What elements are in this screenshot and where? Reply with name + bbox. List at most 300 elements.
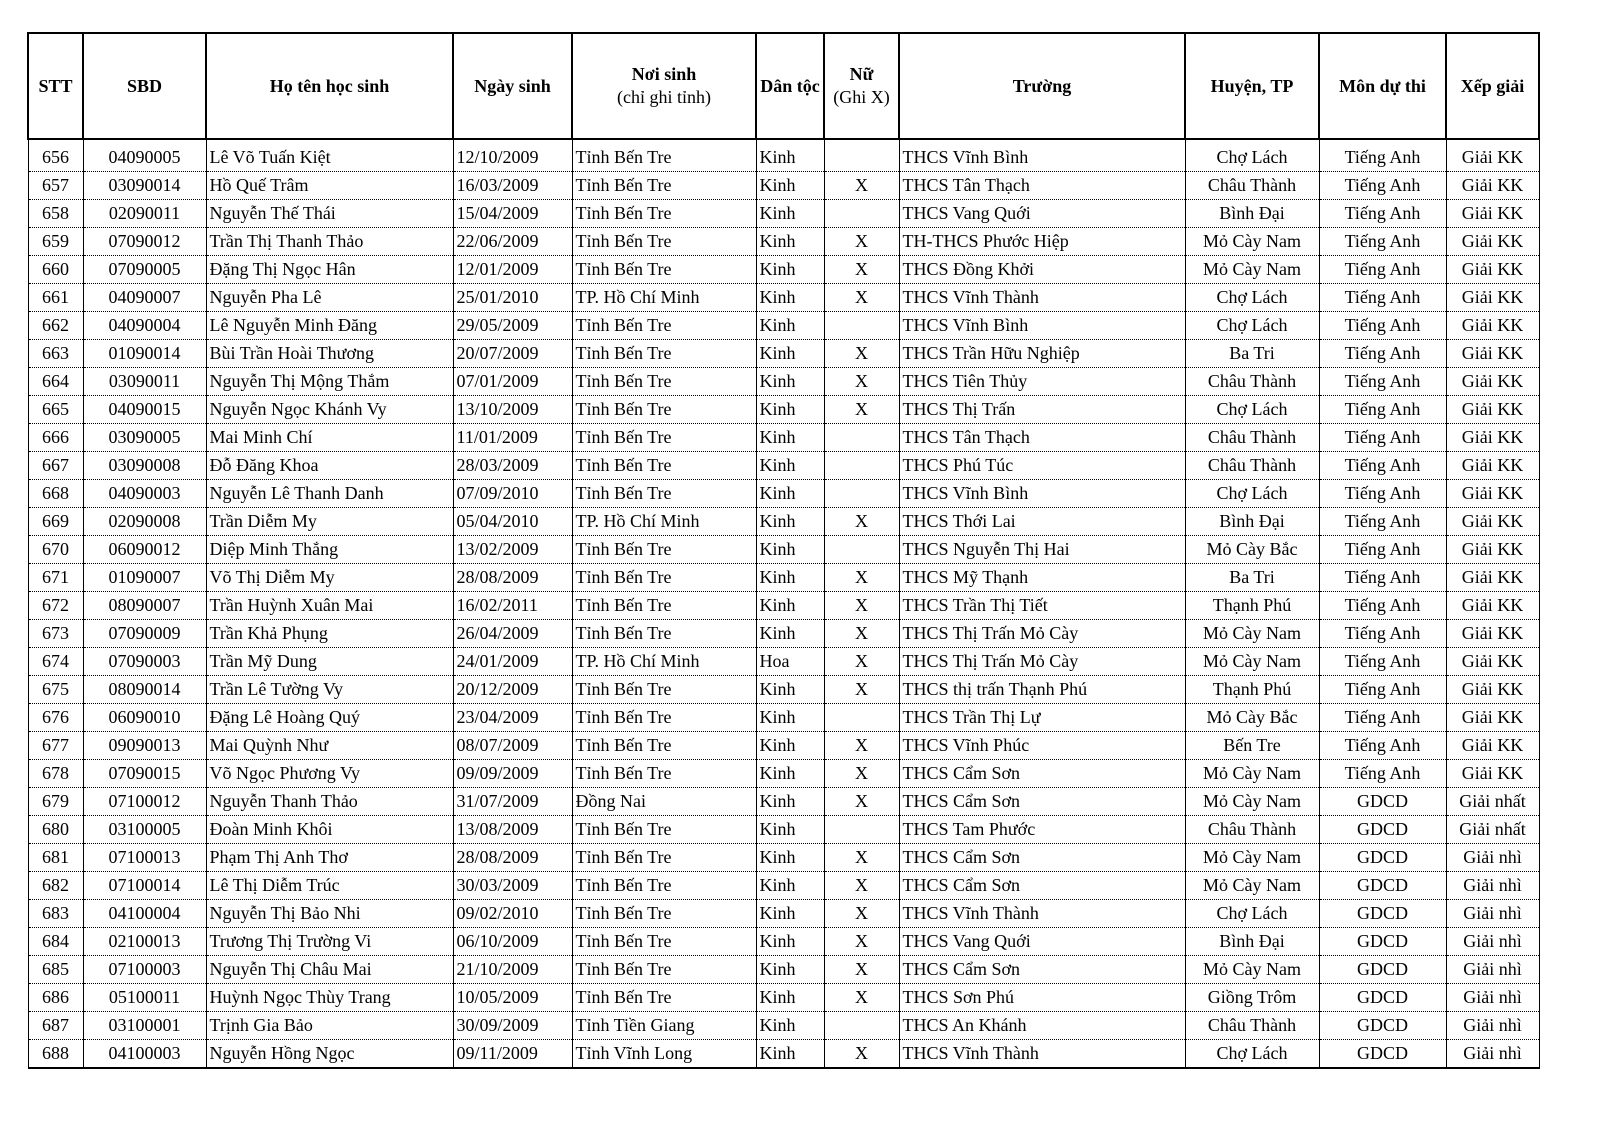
header-dan-toc: Dân tộc [756, 33, 824, 139]
birthplace-cell: Tỉnh Bến Tre [572, 620, 756, 648]
header-truong: Trường [899, 33, 1185, 139]
award-cell: Giải nhì [1446, 872, 1539, 900]
school-cell: THCS Đồng Khởi [899, 256, 1185, 284]
ethnicity-cell: Kinh [756, 844, 824, 872]
sbd-cell: 07090012 [83, 228, 206, 256]
header-noi-sinh [572, 33, 756, 139]
award-cell: Giải KK [1446, 732, 1539, 760]
stt-cell: 684 [28, 928, 83, 956]
subject-cell: GDCD [1319, 872, 1446, 900]
subject-cell: Tiếng Anh [1319, 284, 1446, 312]
stt-cell: 665 [28, 396, 83, 424]
table-row [28, 536, 1539, 564]
table-row [28, 480, 1539, 508]
school-cell: THCS Vĩnh Bình [899, 139, 1185, 172]
stt-cell: 685 [28, 956, 83, 984]
dob-cell: 29/05/2009 [453, 312, 572, 340]
dob-cell: 31/07/2009 [453, 788, 572, 816]
sbd-cell: 02090011 [83, 200, 206, 228]
sbd-cell: 03090011 [83, 368, 206, 396]
female-cell: X [824, 368, 899, 396]
subject-cell: Tiếng Anh [1319, 732, 1446, 760]
district-cell: Chợ Lách [1185, 1040, 1319, 1069]
birthplace-cell: Tỉnh Bến Tre [572, 256, 756, 284]
school-cell: THCS Vang Quới [899, 200, 1185, 228]
stt-cell: 669 [28, 508, 83, 536]
table-row [28, 788, 1539, 816]
subject-cell: Tiếng Anh [1319, 312, 1446, 340]
header-noi-sinh-note: (chỉ ghi tỉnh) [617, 87, 711, 107]
name-cell: Trần Diễm My [206, 508, 453, 536]
table-row [28, 172, 1539, 200]
stt-cell: 686 [28, 984, 83, 1012]
district-cell: Châu Thành [1185, 368, 1319, 396]
birthplace-cell: Tỉnh Bến Tre [572, 396, 756, 424]
award-cell: Giải KK [1446, 760, 1539, 788]
dob-cell: 13/08/2009 [453, 816, 572, 844]
name-cell: Trần Huỳnh Xuân Mai [206, 592, 453, 620]
school-cell: THCS An Khánh [899, 1012, 1185, 1040]
award-cell: Giải KK [1446, 139, 1539, 172]
name-cell: Bùi Trần Hoài Thương [206, 340, 453, 368]
birthplace-cell: TP. Hồ Chí Minh [572, 648, 756, 676]
ethnicity-cell: Kinh [756, 228, 824, 256]
name-cell: Hồ Quế Trâm [206, 172, 453, 200]
district-cell: Ba Tri [1185, 340, 1319, 368]
award-cell: Giải KK [1446, 172, 1539, 200]
district-cell: Mỏ Cày Bắc [1185, 536, 1319, 564]
award-cell: Giải nhì [1446, 956, 1539, 984]
table-row [28, 368, 1539, 396]
award-cell: Giải KK [1446, 564, 1539, 592]
sbd-cell: 07090003 [83, 648, 206, 676]
birthplace-cell: Tỉnh Bến Tre [572, 592, 756, 620]
school-cell: THCS Vang Quới [899, 928, 1185, 956]
name-cell: Võ Thị Diễm My [206, 564, 453, 592]
subject-cell: GDCD [1319, 956, 1446, 984]
sbd-cell: 06090012 [83, 536, 206, 564]
school-cell: THCS Cẩm Sơn [899, 872, 1185, 900]
header-ho-ten: Họ tên học sinh [206, 33, 453, 139]
birthplace-cell: Tỉnh Bến Tre [572, 984, 756, 1012]
stt-cell: 676 [28, 704, 83, 732]
female-cell [824, 452, 899, 480]
dob-cell: 12/01/2009 [453, 256, 572, 284]
sbd-cell: 05100011 [83, 984, 206, 1012]
award-cell: Giải KK [1446, 200, 1539, 228]
school-cell: THCS Thị Trấn [899, 396, 1185, 424]
dob-cell: 22/06/2009 [453, 228, 572, 256]
district-cell: Thạnh Phú [1185, 676, 1319, 704]
subject-cell: GDCD [1319, 1012, 1446, 1040]
name-cell: Trịnh Gia Bảo [206, 1012, 453, 1040]
award-cell: Giải KK [1446, 536, 1539, 564]
name-cell: Phạm Thị Anh Thơ [206, 844, 453, 872]
name-cell: Lê Thị Diễm Trúc [206, 872, 453, 900]
school-cell: THCS Phú Túc [899, 452, 1185, 480]
name-cell: Trần Thị Thanh Thảo [206, 228, 453, 256]
table-row [28, 312, 1539, 340]
stt-cell: 663 [28, 340, 83, 368]
school-cell: THCS Tam Phước [899, 816, 1185, 844]
school-cell: THCS Vĩnh Bình [899, 312, 1185, 340]
stt-cell: 687 [28, 1012, 83, 1040]
sbd-cell: 04090004 [83, 312, 206, 340]
header-mon: Môn dự thi [1319, 33, 1446, 139]
subject-cell: Tiếng Anh [1319, 200, 1446, 228]
subject-cell: Tiếng Anh [1319, 676, 1446, 704]
birthplace-cell: Tỉnh Bến Tre [572, 872, 756, 900]
birthplace-cell: Tỉnh Bến Tre [572, 928, 756, 956]
dob-cell: 11/01/2009 [453, 424, 572, 452]
sbd-cell: 04090015 [83, 396, 206, 424]
female-cell [824, 480, 899, 508]
ethnicity-cell: Kinh [756, 172, 824, 200]
school-cell: THCS Thị Trấn Mỏ Cày [899, 648, 1185, 676]
birthplace-cell: Tỉnh Bến Tre [572, 816, 756, 844]
ethnicity-cell: Kinh [756, 900, 824, 928]
district-cell: Giồng Trôm [1185, 984, 1319, 1012]
sbd-cell: 07090005 [83, 256, 206, 284]
school-cell: THCS Tân Thạch [899, 172, 1185, 200]
award-cell: Giải KK [1446, 704, 1539, 732]
school-cell: THCS Vĩnh Phúc [899, 732, 1185, 760]
birthplace-cell: Tỉnh Bến Tre [572, 200, 756, 228]
dob-cell: 13/02/2009 [453, 536, 572, 564]
sbd-cell: 04100004 [83, 900, 206, 928]
birthplace-cell: Tỉnh Bến Tre [572, 676, 756, 704]
female-cell: X [824, 396, 899, 424]
sbd-cell: 03100001 [83, 1012, 206, 1040]
subject-cell: Tiếng Anh [1319, 508, 1446, 536]
stt-cell: 677 [28, 732, 83, 760]
dob-cell: 24/01/2009 [453, 648, 572, 676]
subject-cell: GDCD [1319, 844, 1446, 872]
subject-cell: GDCD [1319, 984, 1446, 1012]
birthplace-cell: Tỉnh Bến Tre [572, 312, 756, 340]
female-cell [824, 1012, 899, 1040]
award-cell: Giải nhì [1446, 900, 1539, 928]
school-cell: THCS Trần Thị Tiết [899, 592, 1185, 620]
stt-cell: 680 [28, 816, 83, 844]
subject-cell: Tiếng Anh [1319, 620, 1446, 648]
name-cell: Nguyễn Pha Lê [206, 284, 453, 312]
female-cell [824, 816, 899, 844]
ethnicity-cell: Kinh [756, 676, 824, 704]
header-sbd: SBD [83, 33, 206, 139]
female-cell: X [824, 648, 899, 676]
district-cell: Chợ Lách [1185, 284, 1319, 312]
header-nu-label: Nữ [849, 64, 874, 84]
stt-cell: 683 [28, 900, 83, 928]
name-cell: Trần Lê Tường Vy [206, 676, 453, 704]
table-row [28, 508, 1539, 536]
district-cell: Chợ Lách [1185, 480, 1319, 508]
sbd-cell: 04090005 [83, 139, 206, 172]
subject-cell: Tiếng Anh [1319, 172, 1446, 200]
ethnicity-cell: Kinh [756, 620, 824, 648]
dob-cell: 20/07/2009 [453, 340, 572, 368]
table-row [28, 956, 1539, 984]
school-cell: THCS Cẩm Sơn [899, 788, 1185, 816]
subject-cell: GDCD [1319, 788, 1446, 816]
sbd-cell: 07100003 [83, 956, 206, 984]
ethnicity-cell: Kinh [756, 312, 824, 340]
award-cell: Giải KK [1446, 312, 1539, 340]
results-table [27, 32, 1540, 1069]
dob-cell: 10/05/2009 [453, 984, 572, 1012]
school-cell: THCS Trần Thị Lự [899, 704, 1185, 732]
stt-cell: 662 [28, 312, 83, 340]
female-cell [824, 139, 899, 172]
female-cell: X [824, 844, 899, 872]
sbd-cell: 07100013 [83, 844, 206, 872]
award-cell: Giải KK [1446, 340, 1539, 368]
award-cell: Giải KK [1446, 256, 1539, 284]
subject-cell: Tiếng Anh [1319, 452, 1446, 480]
school-cell: THCS Sơn Phú [899, 984, 1185, 1012]
table-row [28, 732, 1539, 760]
female-cell [824, 536, 899, 564]
school-cell: THCS Thới Lai [899, 508, 1185, 536]
district-cell: Mỏ Cày Nam [1185, 256, 1319, 284]
name-cell: Đặng Lê Hoàng Quý [206, 704, 453, 732]
birthplace-cell: Tỉnh Vĩnh Long [572, 1040, 756, 1069]
female-cell [824, 704, 899, 732]
name-cell: Nguyễn Thị Bảo Nhi [206, 900, 453, 928]
subject-cell: Tiếng Anh [1319, 648, 1446, 676]
ethnicity-cell: Kinh [756, 592, 824, 620]
table-row [28, 340, 1539, 368]
female-cell: X [824, 592, 899, 620]
ethnicity-cell: Kinh [756, 139, 824, 172]
birthplace-cell: TP. Hồ Chí Minh [572, 284, 756, 312]
subject-cell: Tiếng Anh [1319, 396, 1446, 424]
header-stt: STT [28, 33, 83, 139]
sbd-cell: 03090005 [83, 424, 206, 452]
ethnicity-cell: Kinh [756, 760, 824, 788]
table-row [28, 1040, 1539, 1069]
female-cell: X [824, 172, 899, 200]
award-cell: Giải KK [1446, 620, 1539, 648]
birthplace-cell: Tỉnh Bến Tre [572, 340, 756, 368]
name-cell: Trần Khả Phụng [206, 620, 453, 648]
award-cell: Giải nhất [1446, 816, 1539, 844]
award-cell: Giải nhì [1446, 928, 1539, 956]
dob-cell: 28/08/2009 [453, 564, 572, 592]
district-cell: Chợ Lách [1185, 900, 1319, 928]
ethnicity-cell: Hoa [756, 648, 824, 676]
female-cell: X [824, 564, 899, 592]
district-cell: Châu Thành [1185, 424, 1319, 452]
dob-cell: 25/01/2010 [453, 284, 572, 312]
subject-cell: Tiếng Anh [1319, 564, 1446, 592]
sbd-cell: 07090015 [83, 760, 206, 788]
subject-cell: Tiếng Anh [1319, 228, 1446, 256]
dob-cell: 16/03/2009 [453, 172, 572, 200]
dob-cell: 09/02/2010 [453, 900, 572, 928]
table-row [28, 1012, 1539, 1040]
stt-cell: 672 [28, 592, 83, 620]
district-cell: Bình Đại [1185, 508, 1319, 536]
header-noi-sinh-label: Nơi sinh [631, 64, 697, 84]
school-cell: THCS Nguyễn Thị Hai [899, 536, 1185, 564]
dob-cell: 16/02/2011 [453, 592, 572, 620]
sbd-cell: 02090008 [83, 508, 206, 536]
table-row [28, 984, 1539, 1012]
district-cell: Mỏ Cày Nam [1185, 648, 1319, 676]
birthplace-cell: Tỉnh Bến Tre [572, 424, 756, 452]
award-cell: Giải nhì [1446, 844, 1539, 872]
sbd-cell: 03100005 [83, 816, 206, 844]
ethnicity-cell: Kinh [756, 984, 824, 1012]
birthplace-cell: Tỉnh Bến Tre [572, 760, 756, 788]
ethnicity-cell: Kinh [756, 452, 824, 480]
header-nu-note: (Ghi X) [833, 87, 890, 107]
table-row [28, 676, 1539, 704]
ethnicity-cell: Kinh [756, 200, 824, 228]
table-row [28, 648, 1539, 676]
sbd-cell: 09090013 [83, 732, 206, 760]
sbd-cell: 04090003 [83, 480, 206, 508]
birthplace-cell: Tỉnh Bến Tre [572, 564, 756, 592]
school-cell: THCS Thị Trấn Mỏ Cày [899, 620, 1185, 648]
ethnicity-cell: Kinh [756, 564, 824, 592]
stt-cell: 657 [28, 172, 83, 200]
header-nu [824, 33, 899, 139]
female-cell: X [824, 760, 899, 788]
dob-cell: 26/04/2009 [453, 620, 572, 648]
table-row [28, 564, 1539, 592]
dob-cell: 15/04/2009 [453, 200, 572, 228]
female-cell: X [824, 956, 899, 984]
district-cell: Mỏ Cày Nam [1185, 956, 1319, 984]
table-row [28, 620, 1539, 648]
subject-cell: Tiếng Anh [1319, 480, 1446, 508]
stt-cell: 659 [28, 228, 83, 256]
birthplace-cell: Tỉnh Bến Tre [572, 956, 756, 984]
ethnicity-cell: Kinh [756, 816, 824, 844]
award-cell: Giải nhất [1446, 788, 1539, 816]
results-body [28, 139, 1539, 1068]
sbd-cell: 03090014 [83, 172, 206, 200]
female-cell: X [824, 900, 899, 928]
birthplace-cell: Tỉnh Bến Tre [572, 536, 756, 564]
name-cell: Trần Mỹ Dung [206, 648, 453, 676]
table-row [28, 872, 1539, 900]
female-cell: X [824, 340, 899, 368]
female-cell: X [824, 984, 899, 1012]
stt-cell: 675 [28, 676, 83, 704]
female-cell [824, 312, 899, 340]
district-cell: Mỏ Cày Nam [1185, 228, 1319, 256]
birthplace-cell: Đồng Nai [572, 788, 756, 816]
ethnicity-cell: Kinh [756, 732, 824, 760]
school-cell: THCS Cẩm Sơn [899, 956, 1185, 984]
school-cell: THCS Cẩm Sơn [899, 760, 1185, 788]
subject-cell: Tiếng Anh [1319, 704, 1446, 732]
stt-cell: 674 [28, 648, 83, 676]
district-cell: Châu Thành [1185, 816, 1319, 844]
table-row [28, 704, 1539, 732]
stt-cell: 658 [28, 200, 83, 228]
table-row [28, 928, 1539, 956]
name-cell: Lê Nguyễn Minh Đăng [206, 312, 453, 340]
table-row [28, 592, 1539, 620]
name-cell: Đỗ Đăng Khoa [206, 452, 453, 480]
subject-cell: GDCD [1319, 816, 1446, 844]
table-row [28, 424, 1539, 452]
stt-cell: 668 [28, 480, 83, 508]
name-cell: Lê Võ Tuấn Kiệt [206, 139, 453, 172]
award-cell: Giải nhì [1446, 1012, 1539, 1040]
ethnicity-cell: Kinh [756, 1040, 824, 1069]
subject-cell: GDCD [1319, 928, 1446, 956]
dob-cell: 07/01/2009 [453, 368, 572, 396]
district-cell: Bình Đại [1185, 928, 1319, 956]
table-row [28, 228, 1539, 256]
dob-cell: 09/09/2009 [453, 760, 572, 788]
ethnicity-cell: Kinh [756, 928, 824, 956]
name-cell: Đoàn Minh Khôi [206, 816, 453, 844]
table-row [28, 452, 1539, 480]
sbd-cell: 07090009 [83, 620, 206, 648]
district-cell: Chợ Lách [1185, 396, 1319, 424]
birthplace-cell: TP. Hồ Chí Minh [572, 508, 756, 536]
dob-cell: 12/10/2009 [453, 139, 572, 172]
district-cell: Mỏ Cày Bắc [1185, 704, 1319, 732]
birthplace-cell: Tỉnh Bến Tre [572, 704, 756, 732]
sbd-cell: 08090007 [83, 592, 206, 620]
female-cell: X [824, 788, 899, 816]
district-cell: Châu Thành [1185, 172, 1319, 200]
stt-cell: 679 [28, 788, 83, 816]
name-cell: Diệp Minh Thắng [206, 536, 453, 564]
table-row [28, 284, 1539, 312]
school-cell: THCS Trần Hữu Nghiệp [899, 340, 1185, 368]
header-ngay-sinh: Ngày sinh [453, 33, 572, 139]
ethnicity-cell: Kinh [756, 1012, 824, 1040]
table-row [28, 760, 1539, 788]
award-cell: Giải KK [1446, 676, 1539, 704]
award-cell: Giải KK [1446, 508, 1539, 536]
dob-cell: 30/09/2009 [453, 1012, 572, 1040]
ethnicity-cell: Kinh [756, 284, 824, 312]
sbd-cell: 02100013 [83, 928, 206, 956]
ethnicity-cell: Kinh [756, 508, 824, 536]
district-cell: Châu Thành [1185, 1012, 1319, 1040]
name-cell: Mai Minh Chí [206, 424, 453, 452]
award-cell: Giải nhì [1446, 984, 1539, 1012]
award-cell: Giải KK [1446, 424, 1539, 452]
name-cell: Nguyễn Lê Thanh Danh [206, 480, 453, 508]
table-row [28, 844, 1539, 872]
stt-cell: 660 [28, 256, 83, 284]
table-row [28, 396, 1539, 424]
subject-cell: Tiếng Anh [1319, 256, 1446, 284]
award-cell: Giải KK [1446, 648, 1539, 676]
school-cell: THCS Cẩm Sơn [899, 844, 1185, 872]
dob-cell: 28/08/2009 [453, 844, 572, 872]
female-cell: X [824, 284, 899, 312]
dob-cell: 28/03/2009 [453, 452, 572, 480]
award-cell: Giải nhì [1446, 1040, 1539, 1069]
school-cell: THCS thị trấn Thạnh Phú [899, 676, 1185, 704]
district-cell: Chợ Lách [1185, 139, 1319, 172]
subject-cell: Tiếng Anh [1319, 536, 1446, 564]
birthplace-cell: Tỉnh Bến Tre [572, 368, 756, 396]
subject-cell: Tiếng Anh [1319, 340, 1446, 368]
